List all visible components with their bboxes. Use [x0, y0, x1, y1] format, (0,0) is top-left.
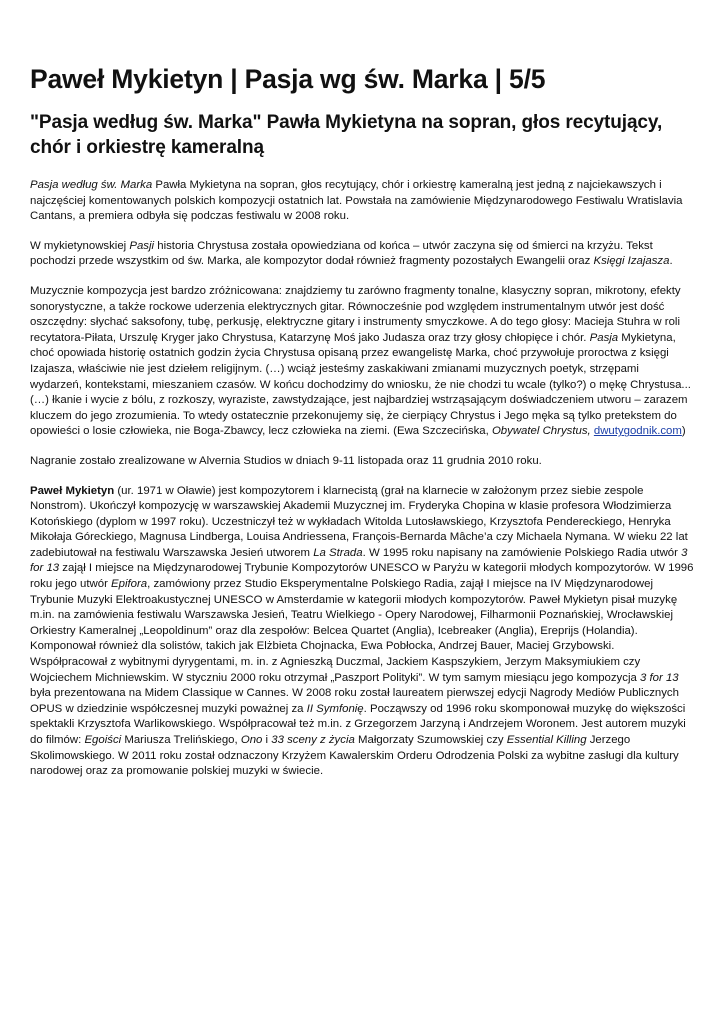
- text-run: Małgorzaty Szumowskiej czy: [354, 734, 507, 746]
- text-run: zajął I miejsce na Międzynarodowej Trybunie Kompozytorów UNESCO w Paryżu w kategorii młodych kompozytorów. W 1996 roku jego utwór: [30, 562, 694, 591]
- text-run: (ur. 1971 w Oławie) jest kompozytorem i klarnecistą (grał na klarnecie w założonym przez siebie zespole Nonstrom). Ukończył kompozycję w warszawskiej Akademii Muzycznej im. Fryderyka Chopina w klasie profesora Włodzimierza Kotońskiego (dyplom w 1997 roku). Uczestniczył też w wykładach Witolda Lutosławskiego, Krzysztofa Pendereckiego, Henryka Mikołaja Góreckiego, Magnusa Lindberga, Louisa Andriessena, François-Bernarda Mâche’a czy Michaela Nymana. W wieku 22 lat zadebiutował na festiwalu Warszawska Jesień utworem: [30, 484, 688, 559]
- composer-name-bold: Paweł Mykietyn: [30, 484, 115, 497]
- text-run: i: [262, 734, 272, 746]
- article-title-italic: Obywatel Chrystus,: [491, 425, 591, 438]
- dwutygodnik-link[interactable]: dwutygodnik.com: [593, 425, 682, 438]
- paragraph-story: [30, 239, 694, 270]
- text-run: Pawła Mykietyna na sopran, głos recytujący, chór i orkiestrę kameralną jest jedną z najciekawszych i najczęściej komentowanych polskich kompozycji ostatnich lat. Powstała na zamówienie Międzynarodowego Festiwalu Wratislavia Cantans, a premiera odbyła się podczas festiwalu w 2008 roku.: [30, 179, 683, 223]
- text-run: była prezentowana na Midem Classique w Cannes. W 2008 roku został laureatem pierwszej edycji Nagrody Mediów Publicznych OPUS w dziedzinie współczesnej muzyki poważnej za: [30, 687, 679, 715]
- work-title-italic: Pasja: [589, 331, 619, 344]
- film-title-italic: Essential Killing: [506, 734, 587, 746]
- page-subtitle: "Pasja według św. Marka" Pawła Mykietyna na sopran, głos recytujący, chór i orkiestrę kameralną: [30, 112, 663, 158]
- work-title-italic: La Strada: [313, 546, 363, 559]
- paragraph-intro: [30, 178, 694, 225]
- work-title-italic: 3 for 13: [30, 546, 688, 575]
- text-run: W mykietynowskiej: [30, 239, 130, 252]
- paragraph-music: [30, 284, 694, 440]
- text-run: historia Chrystusa została opowiedziana od końca – utwór zaczyna się od śmierci na krzyżu. Tekst pochodzi przede wszystkim od św. Marka, ale kompozytor dodał również fragmenty pozostałych Ewangelii oraz: [30, 239, 653, 268]
- text-run: Muzycznie kompozycja jest bardzo zróżnicowana: znajdziemy tu zarówno fragmenty tonalne, klasyczny sopran, mikrotony, efekty sonorystyczne, a także rockowe uderzenia elektrycznych gitar. Równocześnie pod względem instrumentalnym utwór jest dość oszczędny: słychać saksofony, tubę, perkusję, elektryczne gitary i instrumenty smyczkowe. A do tego głosy: Macieja Stuhra w roli recytatora-Piłata, Urszulę Kryger jako Chrystusa, Katarzynę Moś jako Judasza oraz trzy głosy chłopięce i chór.: [30, 284, 681, 344]
- text-run: ): [681, 425, 686, 438]
- text-run: . W 1995 roku napisany na zamówienie Polskiego Radia utwór: [362, 546, 682, 559]
- work-title-italic: Pasja według św. Marka: [30, 179, 153, 191]
- page-title: Paweł Mykietyn | Pasja wg św. Marka | 5/5: [30, 64, 546, 94]
- work-title-italic: 3 for 13: [639, 671, 679, 684]
- work-title-italic: II Symfonię: [306, 702, 364, 715]
- work-title-italic: Pasji: [129, 239, 155, 252]
- book-title-italic: Księgi Izajasza: [593, 255, 670, 268]
- text-run: Mykietyna, choć opowiada historię ostatnich godzin życia Chrystusa opisaną przez ewangelistę Marka, choć przywołuje proroctwa z księgi Izajasza, właściwie nie jest dziełem religijnym. (…) wciąż jesteśmy zaskakiwani zmianami muzycznych poetyk, strzępami wydarzeń, kontekstami, mieszaniem czasów. W końcu dochodzimy do wniosku, że nie chodzi tu wcale (tylko?) o mękę Chrystusa... (…) łkanie i wycie z bólu, z rozkoszy, wyraziste, zawstydzające, jest najbardziej wstrząsającym doświadczeniem utworu – zarazem kluczem do jego zrozumienia. To wtedy ostatecznie przekonujemy się, że cierpiący Chrystus i Jego męka są tylko pretekstem do opowieści o losie człowieka, nie Boga-Zbawcy, lecz człowieka na ziemi. (Ewa Szczecińska,: [30, 331, 691, 438]
- film-title-italic: 33 sceny z życia: [271, 734, 355, 746]
- paragraph-biography: [30, 484, 694, 780]
- text-run: , zamówiony przez Studio Eksperymentalne Polskiego Radia, zajął I miejsce na IV Międzynarodowej Trybunie Muzyki Elektroakustycznej UNESCO w Amsterdamie w kategorii młodych kompozytorów. Paweł Mykietyn pisał muzykę m.in. na zamówienia festiwalu Warszawska Jesień, Teatru Wielkiego - Opery Narodowej, Filharmonii Poznańskiej, Wrocławskiej Orkiestry Kameralnej „Leopoldinum” oraz dla zespołów: Belcea Quartet (Anglia), Icebreaker (Anglia), Ereprijs (Holandia). Komponował również dla solistów, takich jak Elżbieta Chojnacka, Ewa Pobłocka, Andrzej Bauer, Maciej Grzybowski. Współpracował z wybitnymi dyrygentami, m. in. z Agnieszką Duczmal, Jackiem Kaspszykiem, Jerzym Maksymiukiem czy Wojciechem Michniewskim. W styczniu 2000 roku otrzymał „Paszport Polityki”. W tym samym miesiącu jego kompozycja: [30, 578, 678, 684]
- text-run: Mariusza Trelińskiego,: [121, 734, 241, 746]
- film-title-italic: Egoiści: [84, 734, 122, 746]
- text-run: Jerzego Skolimowskiego. W 2011 roku został odznaczony Krzyżem Kawalerskim Orderu Odrodzenia Polski za wybitne zasługi dla kultury narodowej oraz za promowanie polskiej muzyki w świecie.: [30, 734, 679, 778]
- film-title-italic: Ono: [240, 734, 263, 746]
- work-title-italic: Epifora: [111, 578, 148, 591]
- paragraph-recording: Nagranie zostało zrealizowane w Alvernia Studios w dniach 9-11 listopada oraz 11 grudnia 2010 roku.: [30, 454, 542, 467]
- text-run: .: [669, 255, 673, 268]
- text-run: . Począwszy od 1996 roku skomponował muzykę do większości spektakli Krzysztofa Warlikowskiego. Współpracował też m.in. z Grzegorzem Jarzyną i Andrzejem Woronem. Jest autorem muzyki do filmów:: [30, 702, 686, 746]
